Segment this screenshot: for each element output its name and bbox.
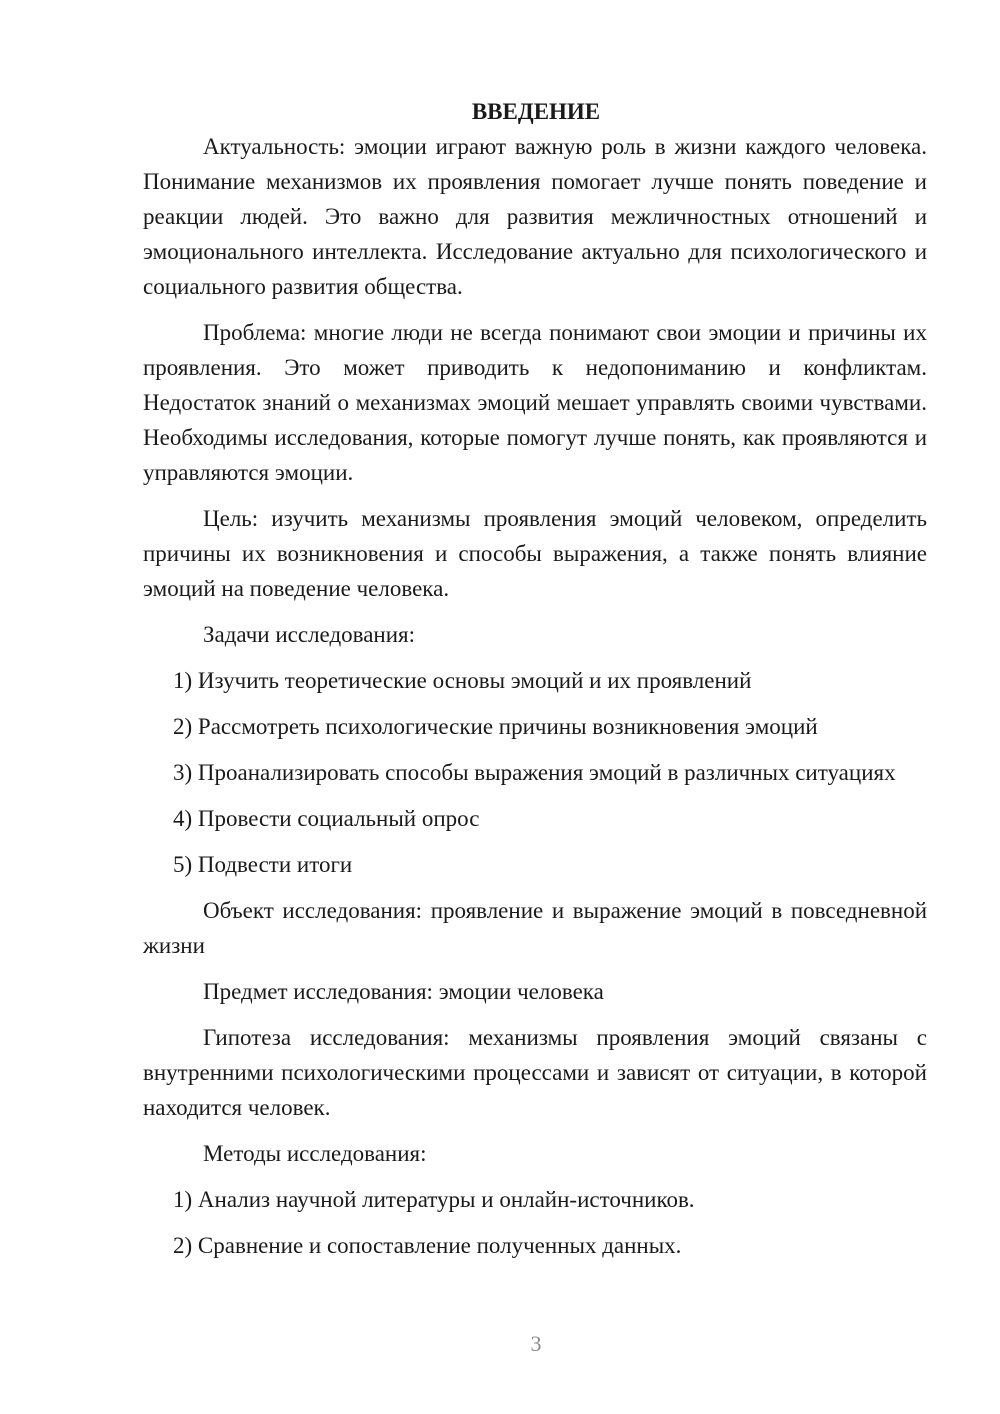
document-body — [143, 94, 927, 1263]
paragraph-goal: Цель: изучить механизмы проявления эмоций человеком, определить причины их возникновения и способы выражения, а также понять влияние эмоций на поведение человека. — [143, 506, 927, 601]
task-item-1: 1) Изучить теоретические основы эмоций и их проявлений — [173, 668, 752, 693]
paragraph-subject: Предмет исследования: эмоции человека — [203, 979, 604, 1004]
paragraph-object: Объект исследования: проявление и выражение эмоций в повседневной жизни — [143, 898, 927, 958]
page-number: 3 — [530, 1331, 542, 1356]
method-item-1: 1) Анализ научной литературы и онлайн-источников. — [173, 1187, 695, 1212]
paragraph-hypothesis: Гипотеза исследования: механизмы проявления эмоций связаны с внутренними психологическими процессами и зависят от ситуации, в которой находится человек. — [143, 1025, 927, 1120]
paragraph-problem: Проблема: многие люди не всегда понимают свои эмоции и причины их проявления. Это может приводить к недопониманию и конфликтам. Недостаток знаний о механизмах эмоций мешает управлять своими чувствами. Необходимы исследования, которые помогут лучше понять, как проявляются и управляются эмоции. — [143, 320, 927, 485]
tasks-heading: Задачи исследования: — [203, 622, 416, 647]
paragraph-relevance: Актуальность: эмоции играют важную роль в жизни каждого человека. Понимание механизмов их проявления помогает лучше понять поведение и реакции людей. Это важно для развития межличностных отношений и эмоционального интеллекта. Исследование актуально для психологического и социального развития общества. — [143, 134, 927, 299]
task-item-2: 2) Рассмотреть психологические причины возникновения эмоций — [173, 714, 818, 739]
task-item-5: 5) Подвести итоги — [173, 852, 353, 877]
task-item-3: 3) Проанализировать способы выражения эмоций в различных ситуациях — [173, 760, 896, 785]
task-item-4: 4) Провести социальный опрос — [173, 806, 480, 831]
methods-heading: Методы исследования: — [203, 1141, 427, 1166]
method-item-2: 2) Сравнение и сопоставление полученных данных. — [173, 1233, 682, 1258]
section-title: ВВЕДЕНИЕ — [471, 99, 601, 124]
